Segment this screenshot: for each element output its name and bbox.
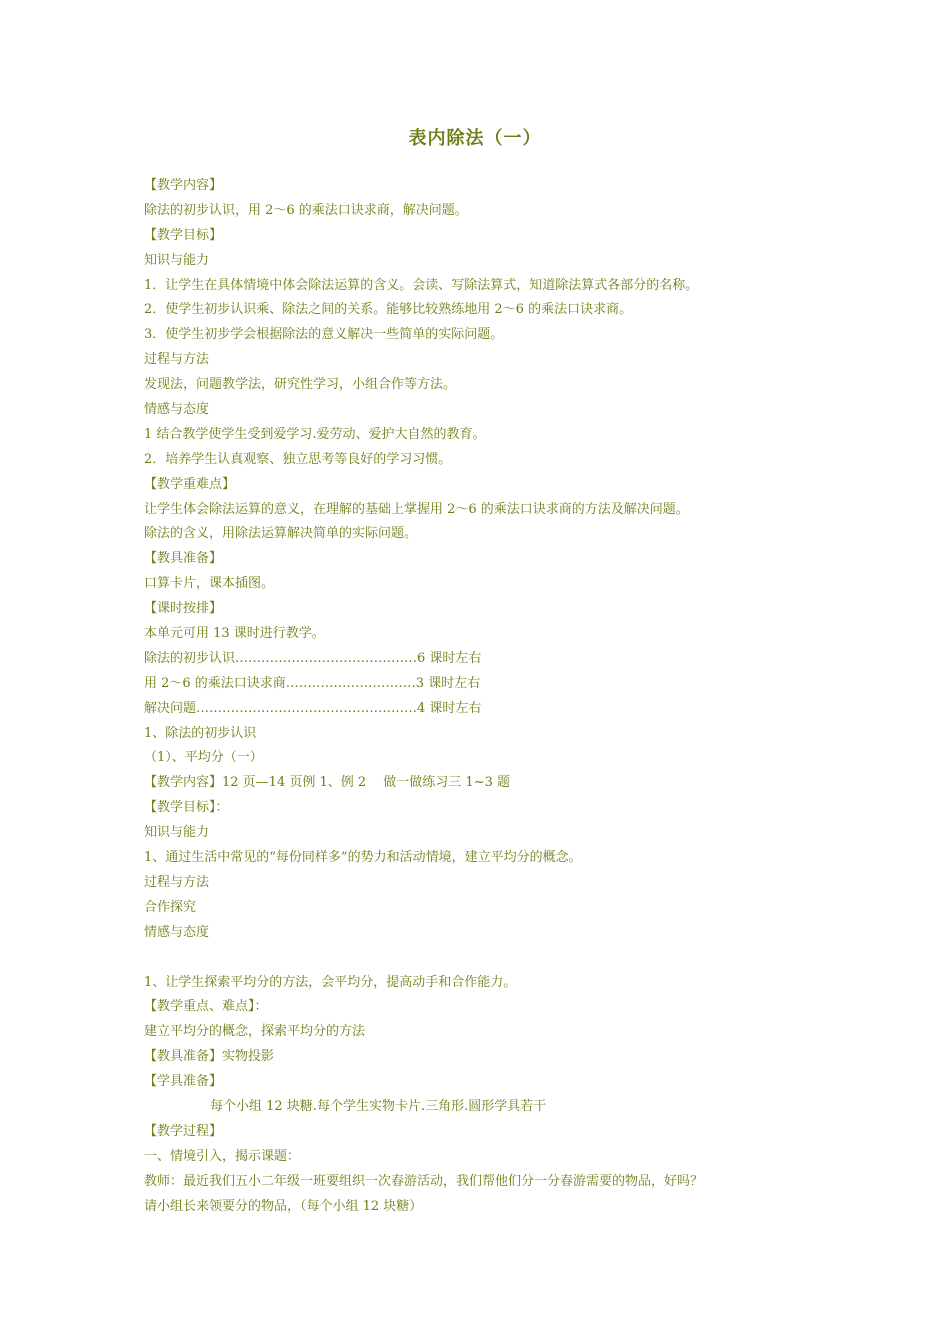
text-line: 1．让学生在具体情境中体会除法运算的含义。会读、写除法算式，知道除法算式各部分的名称。 xyxy=(144,277,699,293)
text-line: 请小组长来领要分的物品，（每个小组 12 块糖） xyxy=(144,1198,423,1214)
section-heading: 【教学目标】： xyxy=(144,800,229,816)
section-heading: 【教学内容】12 页—14 页例 1、例 2 做一做练习三 1~3 题 xyxy=(144,775,510,791)
text-line: 情感与态度 xyxy=(144,924,210,940)
section-heading: 【教学目标】 xyxy=(144,227,223,243)
text-line: 建立平均分的概念，探索平均分的方法 xyxy=(144,1024,366,1040)
text-line: 2．培养学生认真观察、独立思考等良好的学习习惯。 xyxy=(144,451,452,467)
section-heading: 【教具准备】 xyxy=(144,551,223,567)
text-line: （1）、平均分（一） xyxy=(144,750,263,766)
section-heading: 【课时按排】 xyxy=(144,601,223,617)
section-heading: 【教学重点、难点】： xyxy=(144,999,268,1015)
text-line: 2．使学生初步认识乘、除法之间的关系。能够比较熟练地用 2～6 的乘法口诀求商。 xyxy=(144,302,633,318)
text-line: 除法的初步认识，用 2～6 的乘法口诀求商，解决问题。 xyxy=(144,202,468,218)
document-title: 表内除法（一） xyxy=(408,128,542,149)
text-line: 知识与能力 xyxy=(144,825,210,841)
text-line: 3．使学生初步学会根据除法的意义解决一些简单的实际问题。 xyxy=(144,327,504,343)
section-heading: 【学具准备】 xyxy=(144,1074,223,1090)
text-line: 合作探究 xyxy=(144,899,197,915)
text-line: 除法的含义，用除法运算解决简单的实际问题。 xyxy=(144,526,418,542)
text-line: 本单元可用 13 课时进行教学。 xyxy=(144,626,325,642)
section-heading: 【教学内容】 xyxy=(144,178,223,193)
text-line: 每个小组 12 块糖.每个学生实物卡片.三角形.圆形学具若干 xyxy=(210,1098,547,1114)
section-heading: 【教学重难点】 xyxy=(144,476,236,492)
text-line: 发现法，问题教学法，研究性学习，小组合作等方法。 xyxy=(144,377,457,393)
text-line: 让学生体会除法运算的意义，在理解的基础上掌握用 2～6 的乘法口诀求商的方法及解决问题。 xyxy=(144,501,689,517)
text-line: 1、通过生活中常见的“每份同样多”的势力和活动情境，建立平均分的概念。 xyxy=(144,850,582,866)
text-line: 1、除法的初步认识 xyxy=(144,725,257,741)
schedule-line: 解决问题……………………………………………4 课时左右 xyxy=(144,700,482,716)
text-line: 1、让学生探索平均分的方法，会平均分，提高动手和合作能力。 xyxy=(144,974,517,990)
text-line: 情感与态度 xyxy=(144,402,210,418)
text-line: 过程与方法 xyxy=(144,352,210,368)
text-line: 一、情境引入，揭示课题： xyxy=(144,1148,301,1164)
text-line: 教师：最近我们五小二年级一班要组织一次春游活动，我们帮他们分一分春游需要的物品，好吗？ xyxy=(144,1173,704,1189)
section-heading: 【教学过程】 xyxy=(144,1123,223,1139)
schedule-line: 除法的初步认识……………………………………6 课时左右 xyxy=(144,650,482,666)
text-line: 过程与方法 xyxy=(144,874,210,890)
schedule-line: 用 2～6 的乘法口诀求商…………………………3 课时左右 xyxy=(144,675,481,691)
blank-line xyxy=(144,946,824,971)
text-line: 口算卡片，课本插图。 xyxy=(144,576,275,592)
document-body xyxy=(144,174,824,1219)
text-line: 知识与能力 xyxy=(144,252,210,268)
section-heading: 【教具准备】实物投影 xyxy=(144,1049,275,1065)
text-line: 1 结合教学使学生受到爱学习.爱劳动、爱护大自然的教育。 xyxy=(144,426,486,442)
